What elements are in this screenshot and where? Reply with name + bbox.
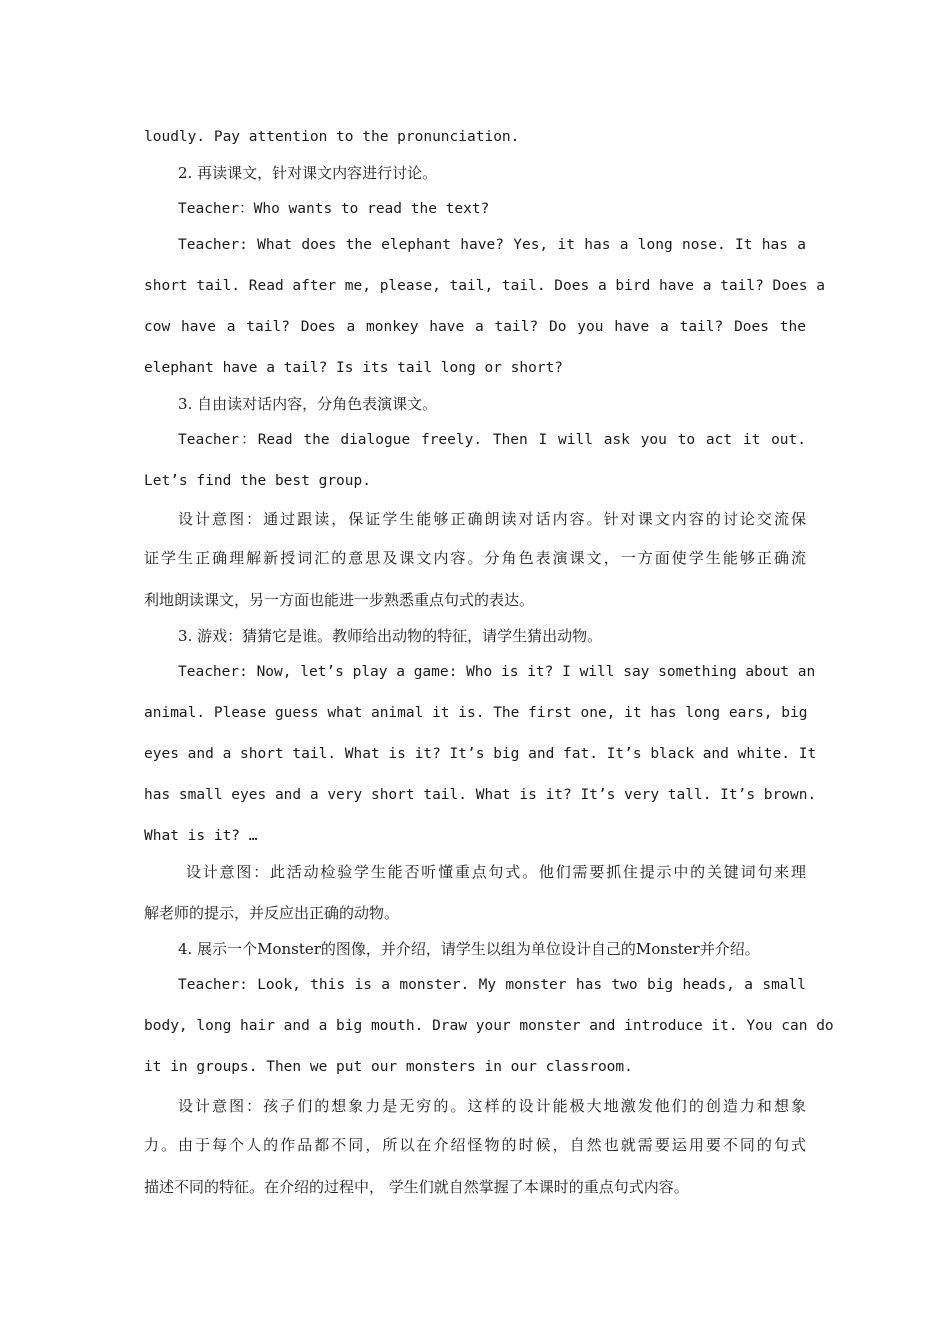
step-heading: 3. 游戏：猜猜它是谁。教师给出动物的特征，请学生猜出动物。 — [178, 627, 603, 645]
text-line: loudly. Pay attention to the pronunciation. — [144, 129, 520, 145]
text-line: Let’s find the best group. — [144, 473, 371, 489]
text-line: Teacher: Look, this is a monster. My monster has two big heads, a small — [178, 977, 806, 993]
design-intent-line: 设计意图：孩子们的想象力是无穷的。这样的设计能极大地激发他们的创造力和想象 — [178, 1097, 806, 1115]
text-line: Teacher：Read the dialogue freely. Then I will ask you to act it out. — [178, 432, 806, 448]
design-intent-line: 设计意图：通过跟读，保证学生能够正确朗读对话内容。针对课文内容的讨论交流保 — [178, 510, 806, 528]
step-heading: 4. 展示一个Monster的图像，并介绍，请学生以组为单位设计自己的Monster并介绍。 — [178, 940, 760, 958]
text-line: Teacher: Now, let’s play a game: Who is it? I will say something about an — [178, 664, 816, 680]
design-intent-line: 描述不同的特征。在介绍的过程中， 学生们就自然掌握了本课时的重点句式内容。 — [144, 1178, 689, 1196]
text-line: eyes and a short tail. What is it? It’s big and fat. It’s black and white. It — [144, 746, 817, 762]
design-intent-line: 利地朗读课文，另一方面也能进一步熟悉重点句式的表达。 — [144, 591, 535, 609]
text-line: body, long hair and a big mouth. Draw your monster and introduce it. You can do — [144, 1018, 834, 1034]
design-intent-line: 设计意图：此活动检验学生能否听懂重点句式。他们需要抓住提示中的关键词句来理 — [186, 863, 806, 881]
text-line: has small eyes and a very short tail. What is it? It’s very tall. It’s brown. — [144, 787, 817, 803]
text-line: elephant have a tail? Is its tail long or short? — [144, 360, 564, 376]
design-intent-line: 证学生正确理解新授词汇的意思及课文内容。分角色表演课文，一方面使学生能够正确流 — [144, 549, 806, 567]
design-intent-line: 力。由于每个人的作品都不同，所以在介绍怪物的时候，自然也就需要运用要不同的句式 — [144, 1136, 806, 1154]
text-line: it in groups. Then we put our monsters in our classroom. — [144, 1059, 633, 1075]
step-heading: 2. 再读课文，针对课文内容进行讨论。 — [178, 164, 438, 182]
text-line: cow have a tail? Does a monkey have a tail? Do you have a tail? Does the — [144, 319, 806, 335]
step-heading: 3. 自由读对话内容，分角色表演课文。 — [178, 395, 438, 413]
design-intent-line: 解老师的提示，并反应出正确的动物。 — [144, 904, 400, 922]
text-line: animal. Please guess what animal it is. The first one, it has long ears, big — [144, 705, 808, 721]
text-line: Teacher: What does the elephant have? Yes, it has a long nose. It has a — [178, 237, 806, 253]
text-line: What is it? … — [144, 828, 258, 844]
text-line: Teacher：Who wants to read the text? — [178, 201, 490, 217]
text-line: short tail. Read after me, please, tail, tail. Does a bird have a tail? Does a — [144, 278, 825, 294]
